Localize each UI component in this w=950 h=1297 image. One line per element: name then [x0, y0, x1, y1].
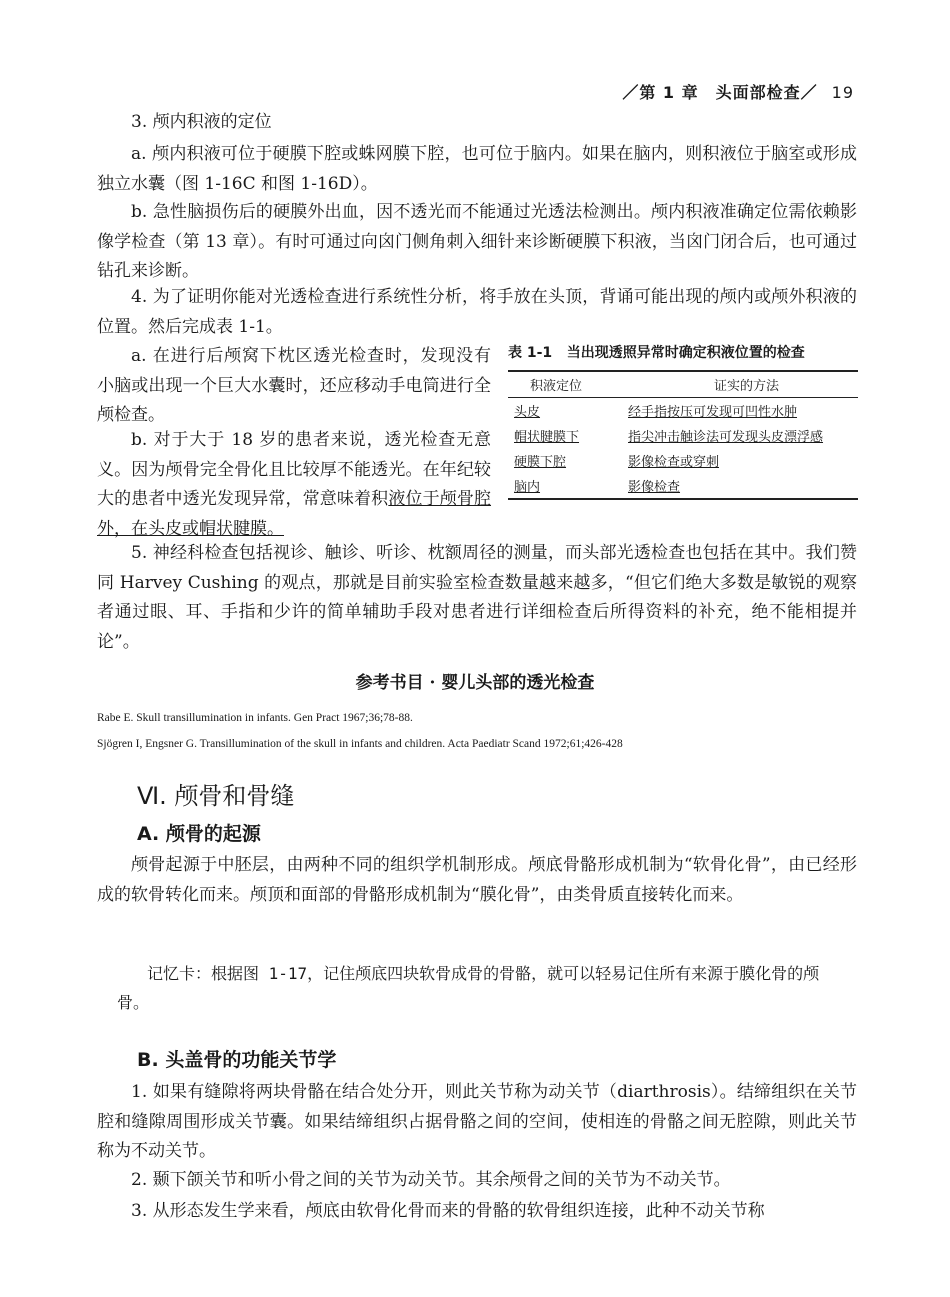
table-cell	[508, 398, 628, 424]
section-a-title: A. 颅骨的起源	[137, 823, 261, 845]
para-5: 5. 神经科检查包括视诊、触诊、听诊、枕额周径的测量，而头部光透检查也包括在其中。我们赞同 Harvey Cushing 的观点，那就是目前实验室检查数量越来越多，“但它们绝大多数是敏锐的观察者通过眼、耳、手指和少许的简单辅助手段对患者进行详细检查后所得资料的补充，绝不能相提并论”。	[97, 543, 857, 652]
reference-item: Sjögren I, Engsner G. Transillumination of the skull in infants and children. Acta Paediatr Scand 1972;61;426-428	[97, 738, 623, 750]
section-vi-title: Ⅵ. 颅骨和骨缝	[137, 782, 295, 810]
table-label: 表 1-1	[508, 345, 553, 361]
table-cell	[628, 398, 858, 424]
table-cell-text: 指尖冲击触诊法可发现头皮漂浮感	[628, 430, 824, 445]
table-cell-text: 脑内	[514, 480, 541, 495]
table-header-cell: 积液定位	[508, 371, 628, 398]
reference-item: Rabe E. Skull transillumination in infants. Gen Pract 1967;36;78-88.	[97, 712, 413, 724]
table-cell	[508, 448, 628, 473]
table-cell	[508, 473, 628, 499]
table-row	[508, 448, 858, 473]
section-b-title: B. 头盖骨的功能关节学	[137, 1049, 337, 1071]
table-cell	[628, 473, 858, 499]
para-4b-underlined: 液位于颅骨腔外，在头皮或帽状腱膜。	[97, 489, 492, 539]
section-a-text: 颅骨起源于中胚层，由两种不同的组织学机制形成。颅底骨骼形成机制为“软骨化骨”，由已经形成的软骨转化而来。颅顶和面部的骨骼形成机制为“膜化骨”，由类骨质直接转化而来。	[97, 855, 857, 905]
para-4b-main: b. 对于大于 18 岁的患者来说，透光检查无意义。因为颅骨完全骨化且比较厚不能透光。在年纪较大的患者中透光发现异常，常意味着积	[97, 430, 491, 509]
table-cell	[628, 448, 858, 473]
memory-card: 记忆卡：根据图 1-17，记住颅底四块软骨成骨的骨骼，就可以轻易记住所有来源于膜化骨的颅骨。	[117, 964, 820, 1012]
table-cell-text: 硬膜下腔	[514, 455, 567, 470]
table-row	[508, 398, 858, 424]
table-cell-text: 经手指按压可发现可凹性水肿	[628, 405, 798, 420]
table-cell-text: 影像检查	[628, 480, 681, 495]
references-heading: 参考书目 · 婴儿头部的透光检查	[355, 673, 595, 693]
section-b-p3: 3. 从形态发生学来看，颅底由软骨化骨而来的骨骼的软骨组织连接，此种不动关节称	[131, 1201, 765, 1221]
para-3a: a. 颅内积液可位于硬膜下腔或蛛网膜下腔，也可位于脑内。如果在脑内，则积液位于脑室或形成独立水囊（图 1-16C 和图 1-16D）。	[97, 144, 857, 194]
table-header-row	[508, 371, 858, 398]
table-grid	[508, 370, 858, 500]
table-cell-text: 帽状腱膜下	[514, 430, 580, 445]
table-cell	[508, 423, 628, 448]
table-header-cell: 证实的方法	[628, 371, 858, 398]
table-row	[508, 423, 858, 448]
table-title: 当出现透照异常时确定积液位置的检查	[566, 345, 805, 361]
table-cell-text: 头皮	[514, 405, 541, 420]
table-row	[508, 473, 858, 499]
para-4: 4. 为了证明你能对光透检查进行系统性分析，将手放在头顶，背诵可能出现的颅内或颅外积液的位置。然后完成表 1-1。	[97, 287, 857, 337]
table-cell	[628, 423, 858, 448]
table-caption	[508, 342, 858, 362]
para-4a: a. 在进行后颅窝下枕区透光检查时，发现没有小脑或出现一个巨大水囊时，还应移动手电筒进行全颅检查。	[97, 346, 491, 425]
running-header	[622, 80, 854, 103]
para-3-title: 3. 颅内积液的定位	[131, 112, 272, 132]
table-cell-text: 影像检查或穿刺	[628, 455, 720, 470]
para-3b: b. 急性脑损伤后的硬膜外出血，因不透光而不能通过光透法检测出。颅内积液准确定位需依赖影像学检查（第 13 章）。有时可通过向囟门侧角刺入细针来诊断硬膜下积液，当囟门闭合后，也可通过钻孔来诊断。	[97, 202, 857, 281]
page-number: 19	[831, 83, 854, 102]
section-b-p1: 1. 如果有缝隙将两块骨骼在结合处分开，则此关节称为动关节（diarthrosis）。结缔组织在关节腔和缝隙周围形成关节囊。如果结缔组织占据骨骼之间的空间，使相连的骨骼之间无腔隙，则此关节称为不动关节。	[97, 1082, 857, 1161]
chapter-title: ／第 1 章 头面部检查／	[622, 83, 818, 102]
table-1-1	[508, 342, 858, 500]
para-4b	[97, 426, 491, 544]
section-b-p2: 2. 颞下颌关节和听小骨之间的关节为动关节。其余颅骨之间的关节为不动关节。	[131, 1170, 731, 1190]
